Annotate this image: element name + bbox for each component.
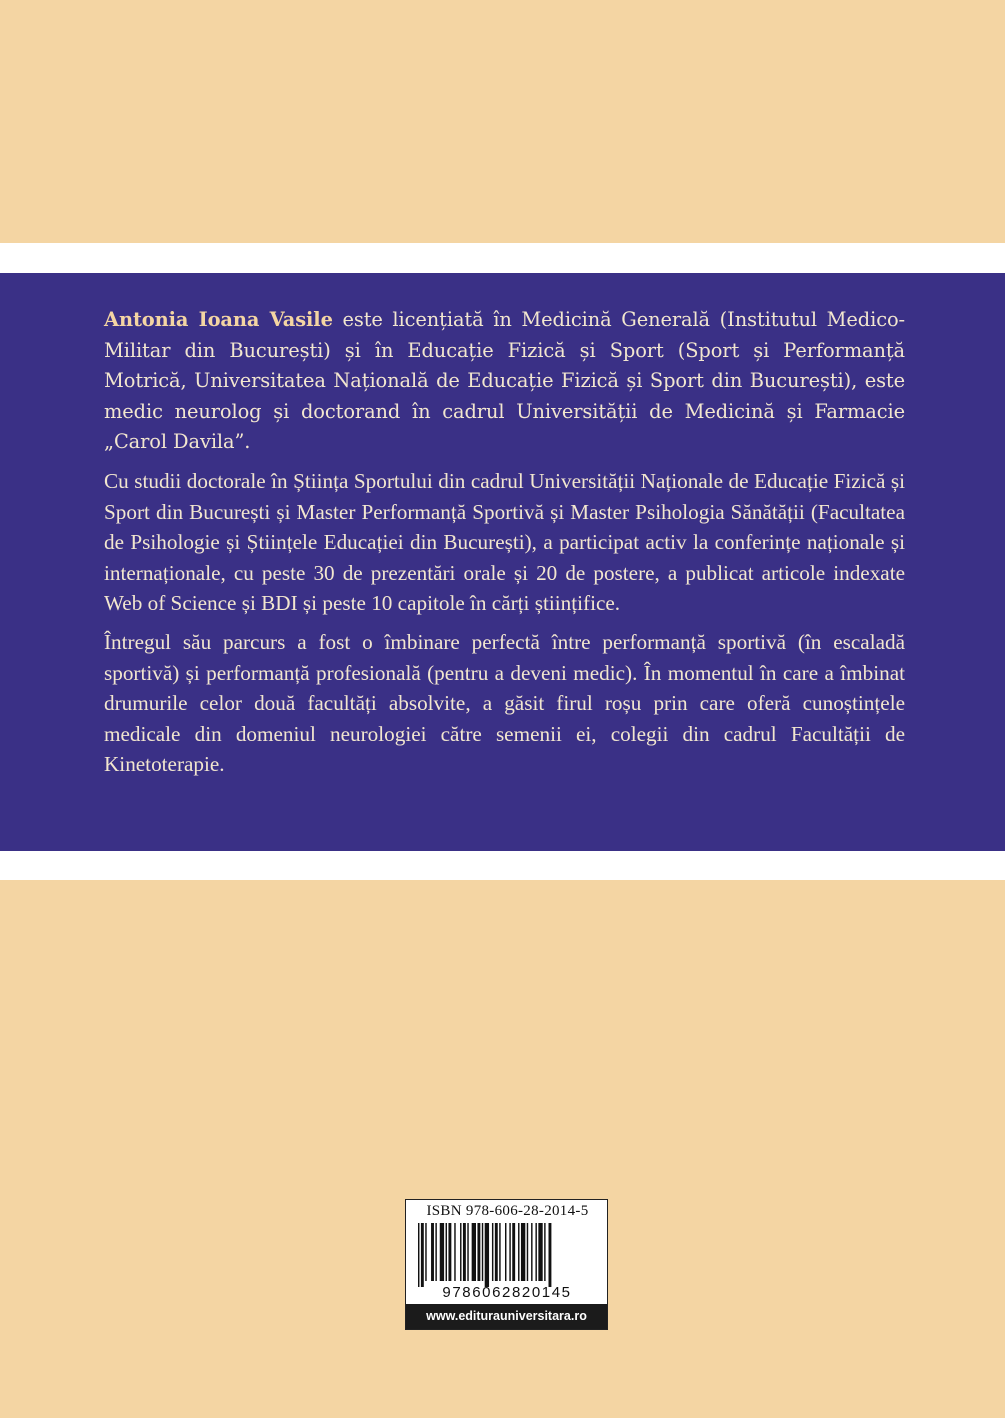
- lower-white-stripe: [0, 851, 1005, 880]
- publisher-website: www.editurauniversitara.ro: [406, 1304, 607, 1329]
- bio-paragraph-1: [104, 305, 905, 458]
- barcode-icon: [418, 1223, 596, 1287]
- isbn-label: ISBN 978-606-28-2014-5: [426, 1203, 589, 1219]
- isbn-barcode-box: [405, 1199, 608, 1330]
- upper-white-stripe: [0, 243, 1005, 273]
- bio-paragraph-1-text: este licențiată în Medicină Generală (Institutul Medico-Militar din București) și în Educație Fizică și Sport (Sport și Performanță Motrică, Universitatea Națională de Educație Fizică și Sport din București), este medic neurolog și doctorand în cadrul Universității de Medicină și Farmacie „Carol Davila”.: [104, 308, 905, 454]
- top-cover-band: [0, 0, 1005, 243]
- author-bio-panel: [0, 273, 1005, 851]
- bio-paragraph-2: Cu studii doctorale în Știința Sportului din cadrul Universității Naționale de Educație Fizică și Sport din București și Master Performanță Sportivă și Master Psihologia Sănătății (Facultatea de Psihologie și Științele Educației din București), a participat activ la conferințe naționale și internaționale, cu peste 30 de prezentări orale și 20 de postere, a publicat articole indexate Web of Science și BDI și peste 10 capitole în cărți științifice.: [104, 468, 905, 616]
- bio-paragraph-3: Întregul său parcurs a fost o îmbinare perfectă între performanță sportivă (în escaladă sportivă) și performanță profesională (pentru a deveni medic). În momentul în care a îmbinat drumurile celor două facultăți absolvite, a găsit firul roșu prin care oferă cunoștințele medicale din domeniul neurologiei către semenii ei, colegii din cadrul Facultății de Kinetoterapie.: [104, 629, 905, 777]
- author-name: Antonia Ioana Vasile: [104, 308, 333, 331]
- barcode-digits: 9786062820145: [442, 1284, 572, 1301]
